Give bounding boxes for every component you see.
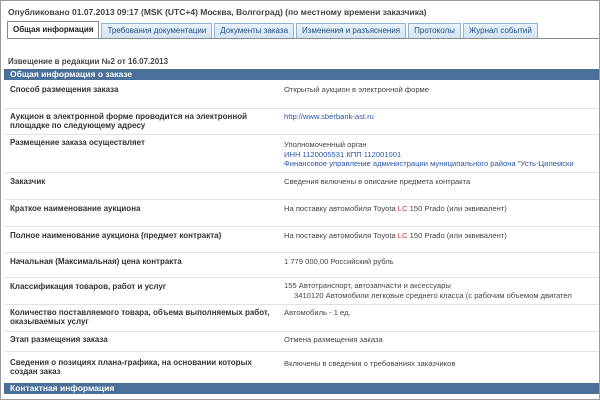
classification-group: 155 Автотранспорт, автозапчасти и аксессуары <box>284 281 451 290</box>
info-row-stage <box>4 332 600 352</box>
info-row-short-name <box>4 200 600 227</box>
info-row-quantity <box>4 305 600 332</box>
row-value <box>284 140 600 169</box>
row-value: На поставку автомобиля Toyota LC 150 Prado (или эквивалент) <box>284 231 507 240</box>
row-value: Автомобиль - 1 ед. <box>284 308 351 317</box>
platform-link[interactable]: http://www.sberbank-ast.ru <box>284 112 374 121</box>
row-value: Отмена размещения заказа <box>284 335 383 344</box>
row-value: На поставку автомобиля Toyota LC 150 Prado (или эквивалент) <box>284 204 507 213</box>
highlight-lc: LC <box>397 204 408 213</box>
tab-order-documents[interactable]: Документы заказа <box>214 23 294 39</box>
tab-event-log[interactable]: Журнал событий <box>463 23 538 39</box>
row-value: Сведения включены в описание предмета контракта <box>284 177 471 186</box>
info-row-placement-method <box>4 81 600 109</box>
info-row-classification <box>4 278 600 305</box>
highlight-lc: LC <box>397 231 408 240</box>
row-label: Начальная (Максимальная) цена контракта <box>10 257 182 266</box>
row-label: Классификация товаров, работ и услуг <box>10 282 167 291</box>
row-label: Количество поставляемого товара, объема выполняемых работ, оказываемых услуг <box>10 308 270 326</box>
tab-documentation-requirements[interactable]: Требования документации <box>101 23 212 39</box>
classification-item: 3410120 Автомобили легковые среднего класса (с рабочим объемом двигател <box>294 290 572 300</box>
publication-info: Опубликовано 01.07.2013 09:17 (MSK (UTC+4) Москва, Волгоград) (по местному времени заказчика) <box>8 7 427 17</box>
placer-role: Уполномоченный орган <box>284 140 367 149</box>
tab-bar <box>7 23 540 39</box>
tab-general-info[interactable]: Общая информация <box>7 21 99 39</box>
notice-revision: Извещение в редакции №2 от 16.07.2013 <box>8 57 169 66</box>
row-label: Этап размещения заказа <box>10 335 108 344</box>
tab-protocols[interactable]: Протоколы <box>408 23 461 39</box>
row-label: Размещение заказа осуществляет <box>10 138 145 147</box>
row-value <box>284 281 600 300</box>
placer-inn-kpp: ИНН 1120005531 КПП 112001001 <box>284 149 402 159</box>
placer-organization-link[interactable]: Финансовое управление администрации муниципального района "Усть-Цилемски <box>284 159 574 168</box>
row-label: Способ размещения заказа <box>10 85 119 94</box>
row-value: Открытый аукцион в электронной форме <box>284 85 429 94</box>
tab-bar-divider <box>7 38 600 39</box>
section-header-general: Общая информация о заказе <box>4 69 600 80</box>
row-label: Заказчик <box>10 177 46 186</box>
row-label: Краткое наименование аукциона <box>10 204 141 213</box>
tab-changes-clarifications[interactable]: Изменения и разъяснения <box>296 23 406 39</box>
row-label: Аукцион в электронной форме проводится на электронной площадке по следующему адресу <box>10 112 247 130</box>
info-row-customer <box>4 173 600 200</box>
row-value: Включены в сведения о требованиях заказчиков <box>284 359 456 368</box>
info-row-initial-price <box>4 253 600 278</box>
row-label: Сведения о позициях плана-графика, на основании которых создан заказ <box>10 358 252 376</box>
info-row-order-placer <box>4 135 600 173</box>
info-row-platform-address <box>4 109 600 135</box>
row-value <box>284 112 600 122</box>
section-header-contact: Контактная информация <box>4 383 600 394</box>
info-row-full-name <box>4 227 600 253</box>
row-label: Полное наименование аукциона (предмет контракта) <box>10 231 222 240</box>
row-value: 1 779 000,00 Российский рубль <box>284 257 394 266</box>
info-row-plan-schedule <box>4 352 600 383</box>
